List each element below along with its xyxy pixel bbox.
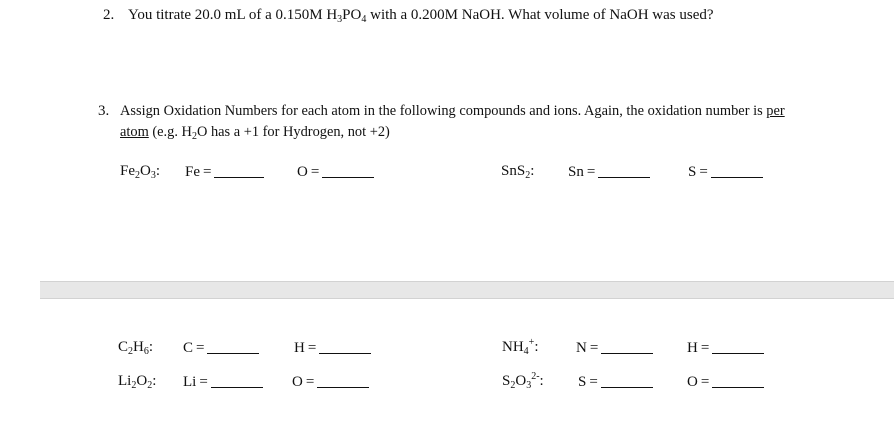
question-3-line-1: Assign Oxidation Numbers for each atom in the following compounds and ions. Again, the oxidation number is per — [120, 103, 785, 119]
question-2 — [103, 7, 114, 24]
answer-blank[interactable] — [712, 373, 764, 388]
page-break-band — [40, 281, 894, 299]
formula-s2o3: $S_2O_3^{2-}$: — [502, 371, 544, 391]
fe-answer-field[interactable]: Fe = — [185, 163, 264, 181]
s-answer-field[interactable]: S = — [688, 163, 763, 181]
answer-blank[interactable] — [598, 163, 650, 178]
formula-li2o2: $Li_2O_2$: — [118, 373, 157, 391]
h-answer-field-c2h6[interactable]: H = — [294, 339, 371, 357]
s-answer-field-s2o3[interactable]: S = — [578, 373, 653, 391]
question-2-text: You titrate 20.0 mL of a 0.150M $H_3PO_4$ with a 0.200M NaOH. What volume of NaOH was used? — [128, 7, 714, 25]
sn-answer-field[interactable]: Sn = — [568, 163, 650, 181]
answer-blank[interactable] — [319, 339, 371, 354]
o-answer-field[interactable]: O = — [297, 163, 374, 181]
o-answer-field-s2o3[interactable]: O = — [687, 373, 764, 391]
answer-blank[interactable] — [601, 339, 653, 354]
answer-blank[interactable] — [712, 339, 764, 354]
answer-blank[interactable] — [601, 373, 653, 388]
answer-blank[interactable] — [317, 373, 369, 388]
answer-blank[interactable] — [214, 163, 264, 178]
question-2-number: 2. — [103, 7, 115, 23]
h-answer-field-nh4[interactable]: H = — [687, 339, 764, 357]
answer-blank[interactable] — [207, 339, 259, 354]
formula-fe2o3: $Fe_2O_3$: — [120, 163, 161, 181]
question-3-line-2: atom (e.g. $H_2O$ has a +1 for Hydrogen, not +2) — [120, 124, 390, 142]
n-answer-field[interactable]: N = — [576, 339, 653, 357]
formula-nh4: $NH_4^+$: — [502, 337, 539, 357]
o-answer-field-li2o2[interactable]: O = — [292, 373, 369, 391]
answer-blank[interactable] — [322, 163, 374, 178]
answer-blank[interactable] — [711, 163, 763, 178]
li-answer-field[interactable]: Li = — [183, 373, 263, 391]
formula-c2h6: $C_2H_6$: — [118, 339, 154, 357]
c-answer-field[interactable]: C = — [183, 339, 259, 357]
answer-blank[interactable] — [211, 373, 263, 388]
formula-sns2: SnS$_2$: — [501, 163, 535, 181]
question-3-number: 3. — [98, 103, 110, 119]
